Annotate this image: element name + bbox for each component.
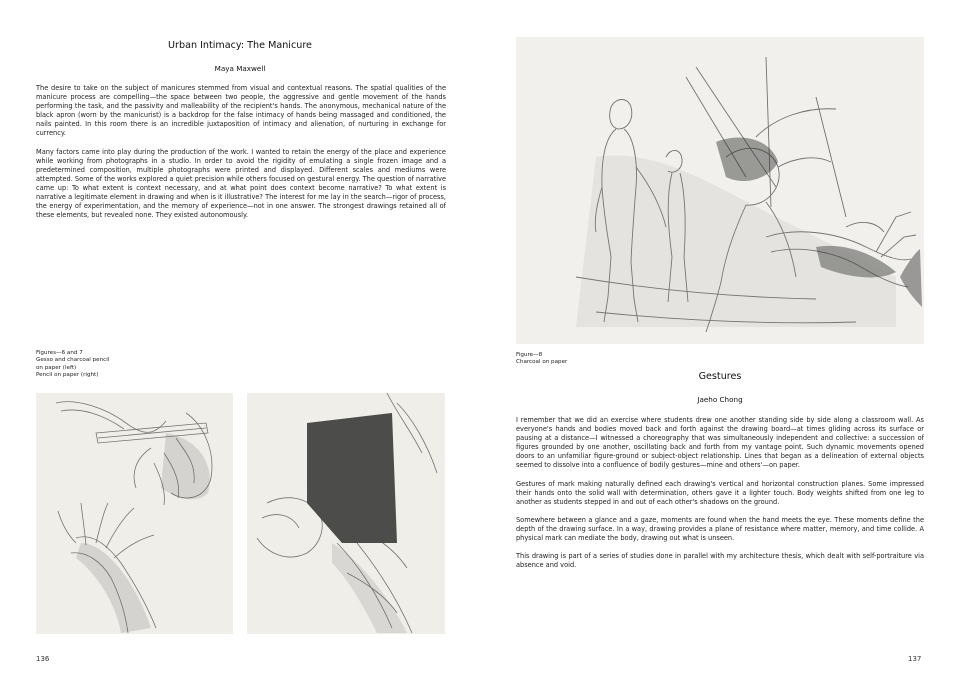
page-number-right: 137	[908, 655, 922, 663]
right-page	[480, 0, 960, 691]
caption-line: Figure—8	[516, 352, 543, 358]
paragraph: Many factors came into play during the production of the work. I wanted to retain the energy of the place and experience while working from photographs in a studio. In order to avoid the rigidity of emulating a single frozen image and a predetermined composition, multiple photographs were printed and displayed. Different scales and mediums were attempted. Some of the works explored a quiet precision while others focused on gestural energy. The question of narrative came up: To what extent is context necessary, and at what point does context become narrative? To what extent is narrative a legitimate element in drawing and when is it illustrative? The interest for me lay in the search—rigor of process, the energy of experimentation, and the memory of experience—not in one answer. The strongest drawings retained all of these elements, but revealed none. They existed autonomously.	[36, 147, 446, 220]
figure-8-gesture-drawing	[516, 37, 924, 344]
paragraph: This drawing is part of a series of studies done in parallel with my architecture thesis, which dealt with self-portraiture via absence and void.	[516, 552, 924, 570]
paragraph: The desire to take on the subject of manicures stemmed from visual and contextual reasons. The spatial qualities of the manicure process are compelling—the space between two people, the aggressive and gentle movement of the hands performing the task, and the passivity and malleability of the recipient's hands. The anonymous, mechanical nature of the black apron (worn by the manicurist) is a backdrop for the false intimacy of hands being massaged and conditioned, the nails painted. In this room there is an incredible juxtaposition of intimacy and alienation, of nurturing in exchange for currency.	[36, 84, 446, 138]
figure-8-caption	[516, 352, 696, 367]
right-article-author: Jaeho Chong	[697, 395, 743, 404]
figure-7-manicure-drawing	[247, 393, 445, 634]
paragraph: Gestures of mark making naturally defined each drawing's vertical and horizontal construction planes. Some impressed their hands onto the solid wall with determination, others gave it a lighter touch. Body weights shifted from one leg to another as students stepped in and out of each other's shadows on the ground.	[516, 479, 924, 506]
figure-6-manicure-drawing	[36, 393, 233, 634]
page-number-left: 136	[36, 655, 50, 663]
caption-line: Figures—6 and 7	[36, 350, 83, 356]
left-article-author: Maya Maxwell	[214, 64, 266, 73]
right-article-body	[516, 416, 924, 579]
paragraph: Somewhere between a glance and a gaze, moments are found when the hand meets the eye. These moments define the depth of the drawing surface. In a way, drawing provides a plane of resistance where matter, memory, and time collide. A physical mark can mediate the body, drawing out what is unseen.	[516, 515, 924, 543]
left-article-title: Urban Intimacy: The Manicure	[168, 40, 312, 51]
paragraph: I remember that we did an exercise where students drew one another standing side by side along a classroom wall. As everyone's hands and bodies moved back and forth against the drawing board—at times gliding across its surface or pausing at a distance—I witnessed a choreography that was simultaneously independent and collective: a succession of figures grounded by one another, oscillating back and forth from my vantage point. Such dynamic movements opened doors to an unfamiliar figure-ground or subject-object relationship. Lines that began as a delineation of external objects seemed to dissolve into a confluence of bodily gestures—mine and others'—on paper.	[516, 416, 924, 470]
caption-line: Pencil on paper (right)	[36, 372, 99, 379]
caption-line: Charcoal on paper	[516, 359, 568, 366]
left-article-body	[36, 84, 446, 229]
figures-6-7-caption	[36, 350, 216, 380]
caption-line: on paper (left)	[36, 364, 77, 371]
caption-line: Gesso and charcoal pencil	[36, 357, 110, 364]
right-article-title: Gestures	[698, 371, 742, 382]
